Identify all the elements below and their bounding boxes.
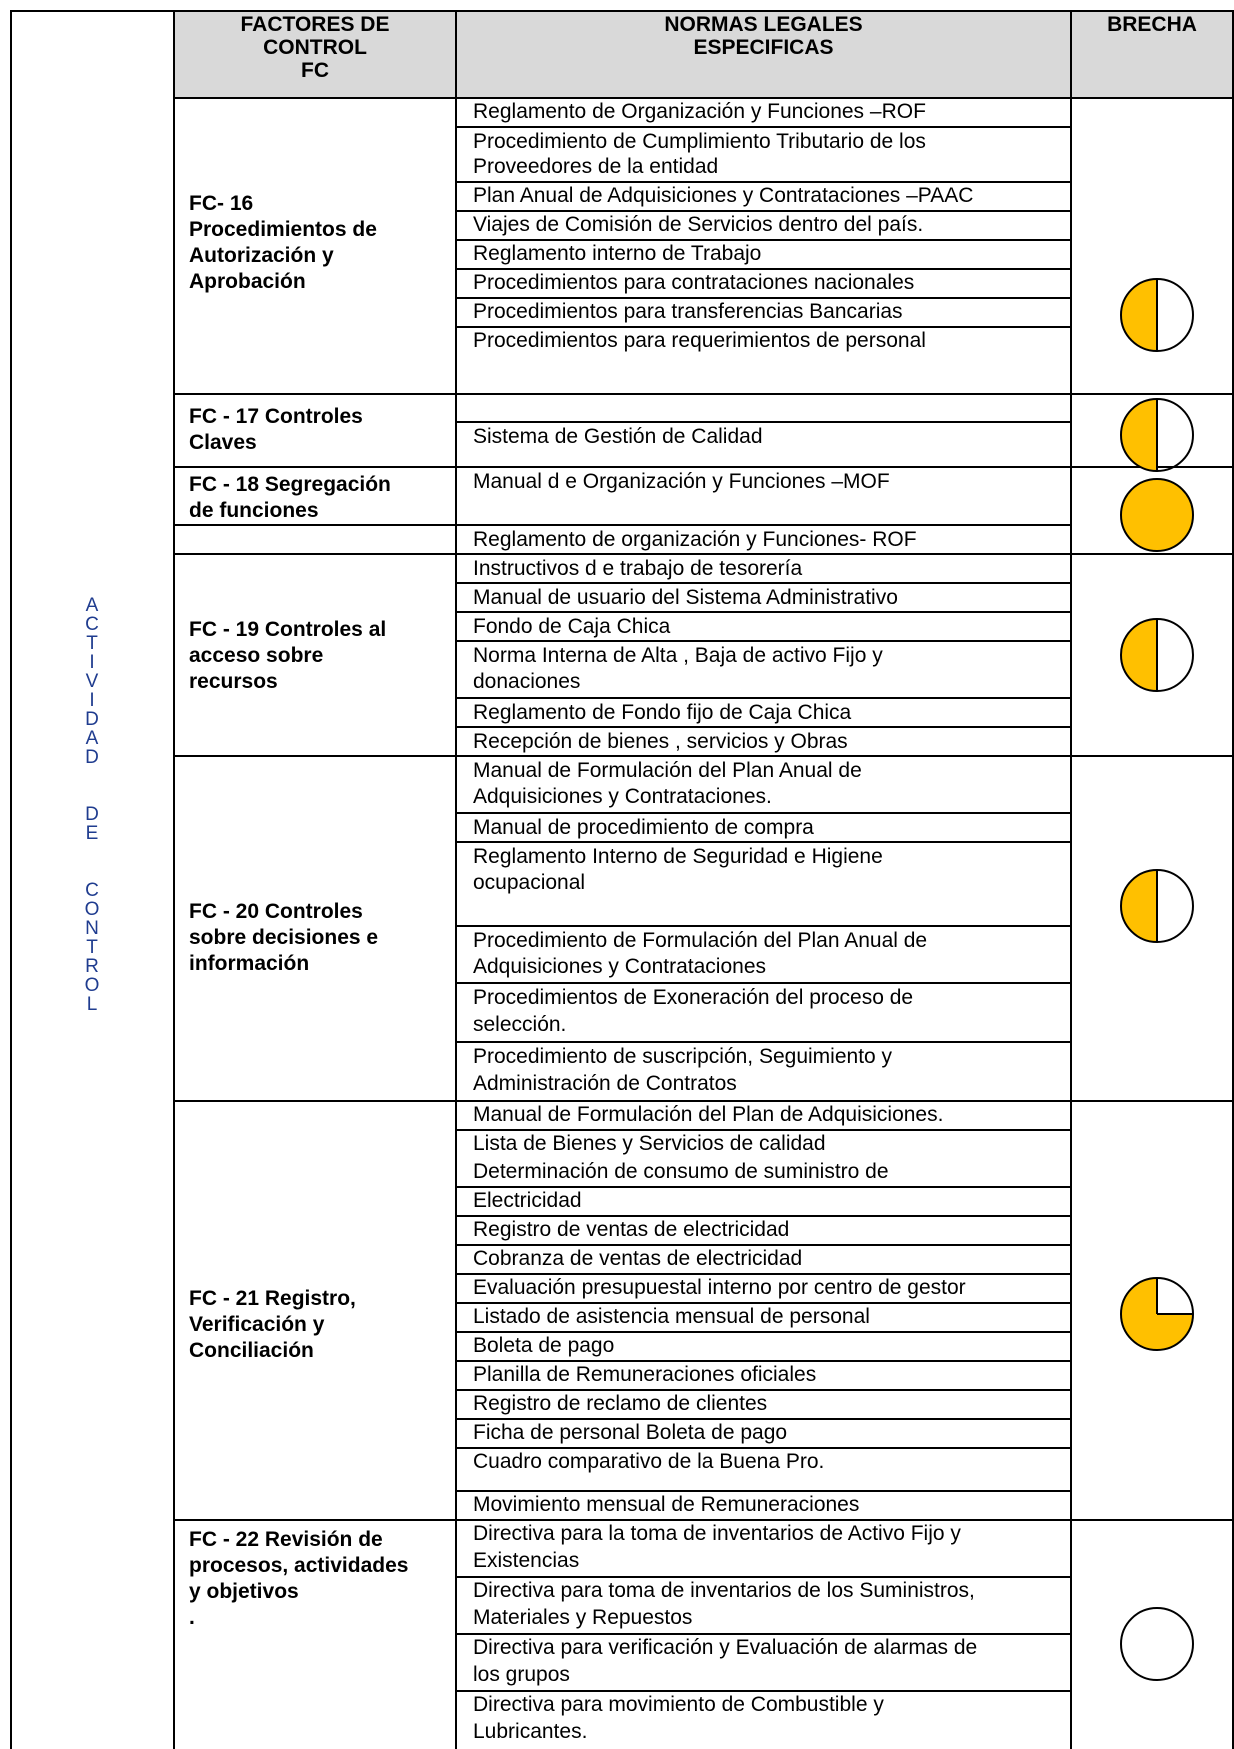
header-line: NORMAS LEGALES: [664, 13, 863, 36]
gap-fill: [1121, 279, 1157, 351]
side-letter: D: [85, 709, 99, 730]
norm-line: Materiales y Repuestos: [473, 1606, 693, 1629]
norm-line: Procedimientos para contrataciones nacionales: [473, 271, 915, 294]
factor-fc17: [189, 404, 439, 456]
gap-outline: [1121, 1608, 1193, 1680]
norm-line: Adquisiciones y Contrataciones: [473, 955, 766, 978]
table-border: [175, 524, 457, 526]
norm-line: Cobranza de ventas de electricidad: [473, 1247, 803, 1270]
norm-line: Procedimientos de Exoneración del proceso de: [473, 986, 914, 1009]
factor-line: información: [189, 952, 310, 975]
norm-line: los grupos: [473, 1663, 570, 1686]
side-letter: N: [85, 918, 99, 939]
gap-fill: [1121, 619, 1157, 691]
side-letter: I: [89, 652, 95, 673]
norm-line: Directiva para toma de inventarios de los Suministros,: [473, 1579, 975, 1602]
norm-line: Existencias: [473, 1549, 580, 1572]
table-border: [455, 10, 457, 1749]
factor-line: .: [189, 1606, 195, 1629]
factor-line: FC - 20 Controles: [189, 900, 363, 923]
table-border: [457, 1041, 1070, 1043]
norm-line: donaciones: [473, 670, 581, 693]
norm-line: Determinación de consumo de suministro de: [473, 1160, 889, 1183]
norm-line: Adquisiciones y Contrataciones.: [473, 785, 772, 808]
gap-fill: [1121, 870, 1157, 942]
norm-line: Manual de usuario del Sistema Administrativo: [473, 586, 898, 609]
factor-fc22: [189, 1527, 439, 1631]
table-border: [10, 10, 1234, 12]
norm-line: ocupacional: [473, 871, 586, 894]
header-normas: [457, 13, 1070, 59]
factor-fc18: [189, 472, 439, 524]
side-letter: V: [85, 671, 99, 692]
table-border: [457, 582, 1070, 584]
norm-line: Movimiento mensual de Remuneraciones: [473, 1493, 860, 1516]
norm-line: Viajes de Comisión de Servicios dentro del país.: [473, 213, 924, 236]
norm-line: Electricidad: [473, 1189, 582, 1212]
factor-line: de funciones: [189, 499, 319, 522]
norm-line: Reglamento de Fondo fijo de Caja Chica: [473, 701, 852, 724]
norm-line: Administración de Contratos: [473, 1072, 737, 1095]
norm-line: Sistema de Gestión de Calidad: [473, 425, 763, 448]
factor-line: FC - 18 Segregación: [189, 473, 391, 496]
table-border: [457, 126, 1070, 128]
factor-fc21: [189, 1286, 439, 1364]
factor-line: FC - 19 Controles al: [189, 618, 387, 641]
side-letter: T: [86, 633, 98, 654]
factor-line: Aprobación: [189, 270, 306, 293]
table-border: [457, 640, 1070, 642]
side-letter: D: [85, 747, 99, 768]
norm-line: Reglamento Interno de Seguridad e Higiene: [473, 845, 883, 868]
gap-fill: [1121, 399, 1157, 471]
norm-line: Procedimiento de Cumplimiento Tributario de los: [473, 130, 926, 153]
header-line: FACTORES DE: [240, 13, 390, 36]
norm-line: Evaluación presupuestal interno por centro de gestor: [473, 1276, 966, 1299]
brecha-circle-fc17: [1117, 395, 1197, 475]
norm-line: Reglamento de organización y Funciones- ROF: [473, 528, 917, 551]
factor-line: Autorización y: [189, 244, 334, 267]
norm-line: Directiva para la toma de inventarios de Activo Fijo y: [473, 1522, 961, 1545]
norm-line: Planilla de Remuneraciones oficiales: [473, 1363, 817, 1386]
norm-line: Directiva para verificación y Evaluación de alarmas de: [473, 1636, 978, 1659]
side-letter: E: [85, 823, 99, 844]
norm-line: Ficha de personal Boleta de pago: [473, 1421, 788, 1444]
table-border: [457, 726, 1070, 728]
table-border: [1070, 1519, 1234, 1521]
norm-line: Manual de procedimiento de compra: [473, 816, 814, 839]
header-line: ESPECIFICAS: [693, 36, 834, 59]
factor-fc16: [189, 191, 439, 295]
factor-line: FC - 17 Controles: [189, 405, 363, 428]
norm-line: Reglamento interno de Trabajo: [473, 242, 762, 265]
table-border: [175, 466, 457, 468]
table-border: [457, 982, 1070, 984]
norm-line: Cuadro comparativo de la Buena Pro.: [473, 1450, 825, 1473]
factor-fc20: [189, 899, 439, 977]
side-letter: C: [85, 614, 99, 635]
factor-line: procesos, actividades: [189, 1554, 409, 1577]
table-border: [175, 393, 457, 395]
brecha-circle-fc19: [1117, 615, 1197, 695]
header-line: CONTROL: [263, 36, 367, 59]
norm-line: Listado de asistencia mensual de personal: [473, 1305, 870, 1328]
table-border: [175, 1519, 457, 1521]
table-border: [457, 812, 1070, 814]
norm-line: Plan Anual de Adquisiciones y Contrataciones –PAAC: [473, 184, 974, 207]
norm-line: Lubricantes.: [473, 1720, 588, 1743]
norm-line: Reglamento de Organización y Funciones –ROF: [473, 100, 926, 123]
norm-line: Registro de ventas de electricidad: [473, 1218, 790, 1241]
factor-line: y objetivos: [189, 1580, 299, 1603]
side-letter: D: [85, 804, 99, 825]
factor-line: Claves: [189, 431, 257, 454]
norm-line: Manual de Formulación del Plan de Adquisiciones.: [473, 1103, 944, 1126]
side-letter: O: [84, 899, 100, 920]
norm-line: Procedimientos para requerimientos de personal: [473, 329, 926, 352]
factor-line: FC - 22 Revisión de: [189, 1528, 383, 1551]
norm-line: Directiva para movimiento de Combustible y: [473, 1693, 884, 1716]
norm-line: Norma Interna de Alta , Baja de activo Fijo y: [473, 644, 883, 667]
table-border: [175, 755, 457, 757]
table-border: [1070, 755, 1234, 757]
side-letter: A: [85, 595, 99, 616]
header-brecha: BRECHA: [1107, 13, 1197, 36]
side-letter: O: [84, 975, 100, 996]
side-letter: R: [85, 956, 99, 977]
norm-line: Procedimiento de suscripción, Seguimiento y: [473, 1045, 893, 1068]
side-letter: A: [85, 728, 99, 749]
factor-line: acceso sobre: [189, 644, 324, 667]
brecha-circle-fc20: [1117, 866, 1197, 946]
norm-line: Procedimientos para transferencias Bancarias: [473, 300, 903, 323]
brecha-circle-fc22: [1117, 1604, 1197, 1684]
factor-fc19: [189, 617, 439, 695]
norm-line: Boleta de pago: [473, 1334, 615, 1357]
brecha-circle-fc16: [1117, 275, 1197, 355]
table-border: [457, 925, 1070, 927]
norm-line: Procedimiento de Formulación del Plan Anual de: [473, 929, 928, 952]
norm-line: Fondo de Caja Chica: [473, 615, 671, 638]
factor-line: Verificación y: [189, 1313, 325, 1336]
norm-line: Proveedores de la entidad: [473, 155, 719, 178]
header-line: FC: [301, 59, 329, 82]
table-border: [457, 697, 1070, 699]
table-border: [10, 10, 12, 1749]
table-border: [457, 466, 1070, 468]
factor-line: Conciliación: [189, 1339, 314, 1362]
table-border: [457, 755, 1070, 757]
norm-line: Registro de reclamo de clientes: [473, 1392, 768, 1415]
brecha-circle-fc18: [1117, 475, 1197, 555]
table-border: [1070, 10, 1072, 1749]
factor-line: Procedimientos de: [189, 218, 377, 241]
table-border: [1070, 1100, 1234, 1102]
factor-line: FC - 21 Registro,: [189, 1287, 356, 1310]
table-border: [457, 841, 1070, 843]
factor-line: sobre decisiones e: [189, 926, 379, 949]
side-letter: I: [89, 690, 95, 711]
norm-line: Recepción de bienes , servicios y Obras: [473, 730, 848, 753]
table-border: [173, 10, 175, 1749]
table-border: [457, 524, 1070, 526]
norm-line: Lista de Bienes y Servicios de calidad: [473, 1132, 826, 1155]
side-letter: C: [85, 880, 99, 901]
table-border: [457, 611, 1070, 613]
norm-line: Manual de Formulación del Plan Anual de: [473, 759, 862, 782]
norm-line: Manual d e Organización y Funciones –MOF: [473, 470, 890, 493]
table-border: [175, 553, 457, 555]
table-border: [457, 421, 1070, 423]
header-factores: [175, 13, 455, 82]
norm-line: Instructivos d e trabajo de tesorería: [473, 557, 803, 580]
brecha-circle-fc21: [1117, 1274, 1197, 1354]
side-letter: L: [86, 994, 98, 1015]
norm-line: selección.: [473, 1013, 567, 1036]
table-border: [457, 393, 1070, 395]
table-border: [457, 553, 1070, 555]
table-border: [175, 1100, 457, 1102]
factor-line: recursos: [189, 670, 278, 693]
side-letter: T: [86, 937, 98, 958]
factor-line: FC- 16: [189, 192, 254, 215]
